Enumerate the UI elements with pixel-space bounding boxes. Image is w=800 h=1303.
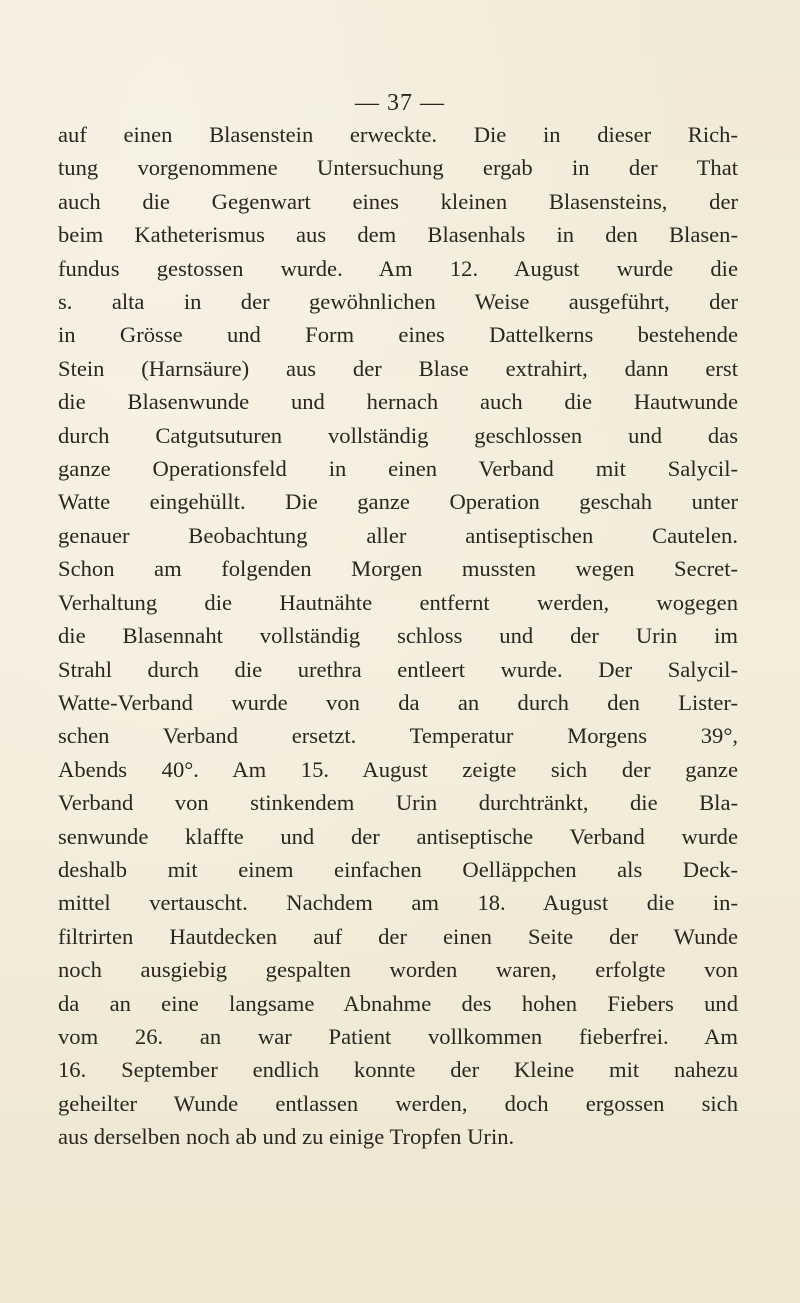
text-line: Abends 40°. Am 15. August zeigte sich der ganze (58, 756, 738, 782)
text-line: fundus gestossen wurde. Am 12. August wurde die (58, 255, 738, 281)
text-line: Strahl durch die urethra entleert wurde. Der Salycil- (58, 656, 738, 682)
text-line: vom 26. an war Patient vollkommen fieberfrei. Am (58, 1023, 738, 1049)
text-line: senwunde klaffte und der antiseptische Verband wurde (58, 823, 738, 849)
text-line: Verband von stinkendem Urin durchtränkt, die Bla- (58, 790, 738, 816)
text-line: 16. September endlich konnte der Kleine mit nahezu (58, 1057, 738, 1083)
text-line: mittel vertauscht. Nachdem am 18. August die in- (58, 890, 738, 916)
text-line: in Grösse und Form eines Dattelkerns bestehende (58, 322, 738, 348)
text-line: Watte-Verband wurde von da an durch den Lister- (58, 689, 738, 715)
text-line: auch die Gegenwart eines kleinen Blasensteins, der (58, 188, 738, 214)
text-line: da an eine langsame Abnahme des hohen Fiebers und (58, 990, 738, 1016)
text-line: Schon am folgenden Morgen mussten wegen Secret- (58, 556, 738, 582)
text-line: tung vorgenommene Untersuchung ergab in der That (58, 155, 738, 181)
text-line: s. alta in der gewöhnlichen Weise ausgeführt, der (58, 289, 738, 315)
text-line: die Blasennaht vollständig schloss und der Urin im (58, 623, 738, 649)
text-line: Stein (Harnsäure) aus der Blase extrahirt, dann erst (58, 355, 738, 381)
text-line: durch Catgutsuturen vollständig geschlossen und das (58, 422, 738, 448)
text-line: noch ausgiebig gespalten worden waren, erfolgte von (58, 957, 738, 983)
text-line: aus derselben noch ab und zu einige Tropfen Urin. (58, 1124, 515, 1150)
text-line: filtrirten Hautdecken auf der einen Seite der Wunde (58, 923, 738, 949)
text-line: die Blasenwunde und hernach auch die Hautwunde (58, 389, 738, 415)
page-number: — 37 — (355, 90, 445, 116)
text-line: genauer Beobachtung aller antiseptischen Cautelen. (58, 522, 738, 548)
text-line: Watte eingehüllt. Die ganze Operation geschah unter (58, 489, 738, 515)
text-line: geheilter Wunde entlassen werden, doch ergossen sich (58, 1090, 738, 1116)
body-paragraph (58, 118, 738, 1154)
text-line: ganze Operationsfeld in einen Verband mit Salycil- (58, 456, 738, 482)
text-line: deshalb mit einem einfachen Oelläppchen als Deck- (58, 856, 738, 882)
text-line: auf einen Blasenstein erweckte. Die in dieser Rich- (58, 122, 738, 147)
text-line: beim Katheterismus aus dem Blasenhals in den Blasen- (58, 222, 738, 248)
text-line: Verhaltung die Hautnähte entfernt werden, wogegen (58, 589, 738, 615)
text-line: schen Verband ersetzt. Temperatur Morgens 39°, (58, 723, 738, 749)
